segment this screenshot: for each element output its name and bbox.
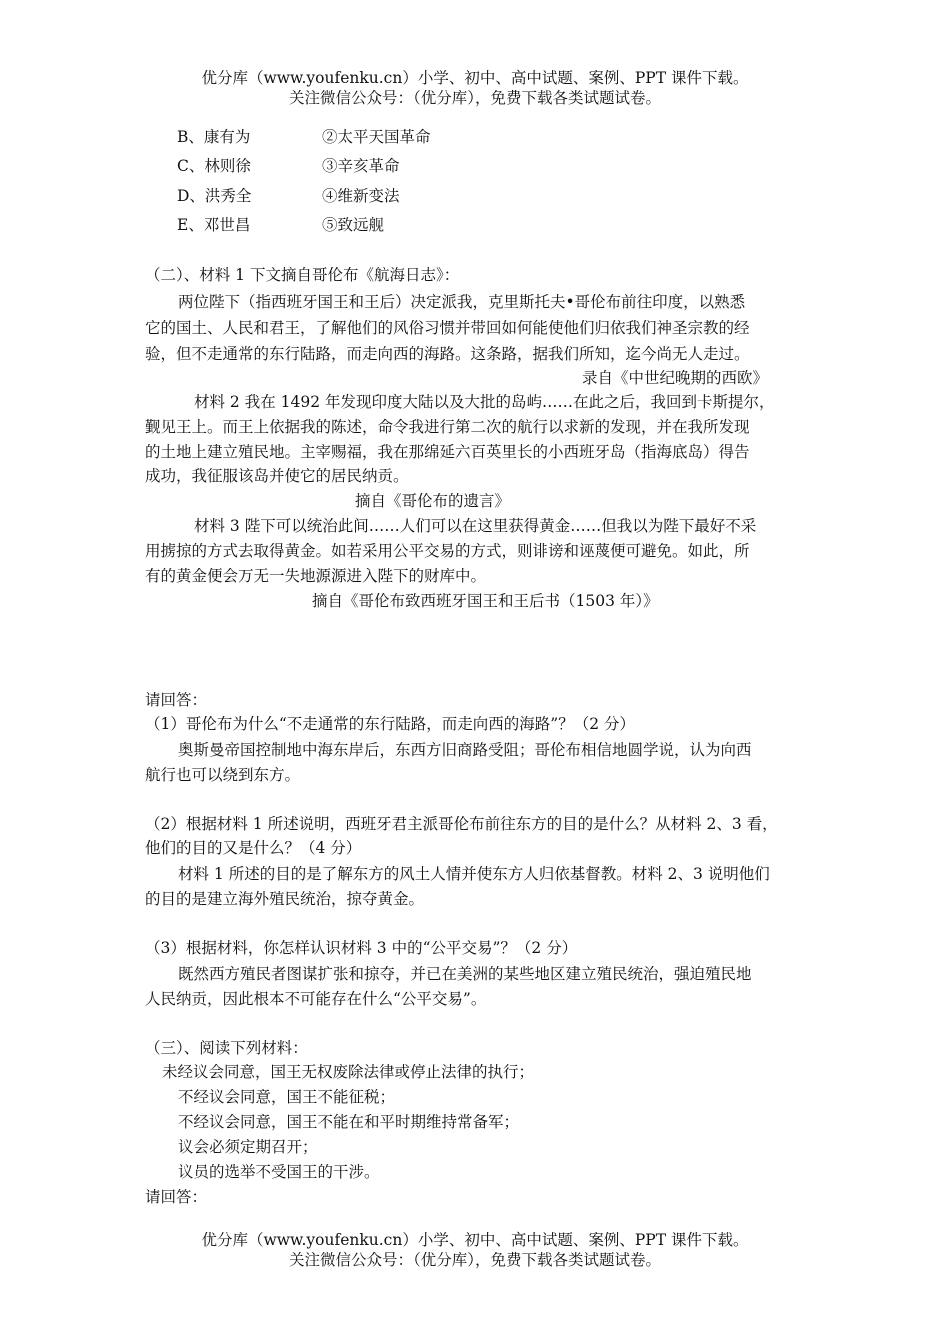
section-3-answer-prompt: 请回答： xyxy=(145,1188,208,1206)
option-item-3: ③辛亥革命 xyxy=(322,157,400,175)
option-letter: B、康有为 xyxy=(177,128,251,146)
answer-1-line: 航行也可以绕到东方。 xyxy=(145,766,301,784)
option-d xyxy=(177,186,251,206)
option-item-2: ②太平天国革命 xyxy=(322,128,431,146)
material-3-line: 用掳掠的方式去取得黄金。如若采用公平交易的方式，则诽谤和诬蔑便可避免。如此，所 xyxy=(145,542,750,560)
option-letter: D、洪秀全 xyxy=(177,187,252,205)
answer-3-line: 人民纳贡，因此根本不可能存在什么“公平交易”。 xyxy=(145,990,487,1008)
option-b xyxy=(177,127,250,147)
answer-prompt: 请回答： xyxy=(145,691,208,709)
section-2-heading: （二）、材料 1 下文摘自哥伦布《航海日志》： xyxy=(145,266,460,284)
material-2-line: 的土地上建立殖民地。主宰赐福，我在那绵延六百英里长的小西班牙岛（指海底岛）得告 xyxy=(145,443,750,461)
answer-2-line: 材料 1 所述的目的是了解东方的风土人情并使东方人归依基督教。材料 2、3 说明他们 xyxy=(178,865,770,883)
footer-line-1: 优分库（www.youfenku.cn）小学、初中、高中试题、案例、PPT 课件下载。 xyxy=(201,1231,749,1249)
material-3-line: 有的黄金便会万无一失地源源进入陛下的财库中。 xyxy=(145,567,487,585)
option-letter: C、林则徐 xyxy=(177,157,251,175)
material-2-line: 成功，我征服该岛并使它的居民纳贡。 xyxy=(145,467,409,485)
header-line-2: 关注微信公众号：（优分库），免费下载各类试题试卷。 xyxy=(288,89,661,107)
material-1-line: 它的国土、人民和君王，了解他们的风俗习惯并带回如何能使他们归依我们神圣宗教的经 xyxy=(145,319,750,337)
material-1-line: 两位陛下（指西班牙国王和王后）决定派我，克里斯托夫•哥伦布前往印度，以熟悉 xyxy=(178,293,746,311)
section-3-line: 不经议会同意，国王不能征税； xyxy=(178,1088,396,1106)
answer-1-line: 奥斯曼帝国控制地中海东岸后，东西方旧商路受阻；哥伦布相信地圆学说，认为向西 xyxy=(178,741,752,759)
footer-line-2: 关注微信公众号：（优分库），免费下载各类试题试卷。 xyxy=(288,1251,661,1269)
question-3: （3）根据材料，你怎样认识材料 3 中的“公平交易”？（2 分） xyxy=(145,939,578,957)
question-2-line: （2）根据材料 1 所述说明，西班牙君主派哥伦布前往东方的目的是什么？从材料 2、3 看， xyxy=(145,815,778,833)
material-2-source: 摘自《哥伦布的遗言》 xyxy=(355,492,511,510)
material-1-source: 录自《中世纪晚期的西欧》 xyxy=(582,369,769,387)
material-2-line: 觐见王上。而王上依据我的陈述，命令我进行第二次的航行以求新的发现，并在我所发现 xyxy=(145,418,750,436)
material-2-line: 材料 2 我在 1492 年发现印度大陆以及大批的岛屿……在此之后，我回到卡斯提尔， xyxy=(194,393,775,411)
section-3-line: 议员的选举不受国王的干涉。 xyxy=(178,1163,380,1181)
option-item-4: ④维新变法 xyxy=(322,187,400,205)
material-3-line: 材料 3 陛下可以统治此间……人们可以在这里获得黄金……但我以为陛下最好不采 xyxy=(194,517,757,535)
section-3-heading: （三）、阅读下列材料： xyxy=(145,1039,308,1057)
option-e xyxy=(177,215,250,235)
answer-3-line: 既然西方殖民者图谋扩张和掠夺，并已在美洲的某些地区建立殖民统治，强迫殖民地 xyxy=(178,965,752,983)
option-item-5: ⑤致远舰 xyxy=(322,216,385,234)
question-2-line: 他们的目的又是什么？（4 分） xyxy=(145,839,362,857)
option-c xyxy=(177,156,251,176)
material-1-line: 验，但不走通常的东行陆路，而走向西的海路。这条路，据我们所知，迄今尚无人走过。 xyxy=(145,345,750,363)
question-1: （1）哥伦布为什么“不走通常的东行陆路，而走向西的海路”？（2 分） xyxy=(145,715,636,733)
section-3-line: 议会必须定期召开； xyxy=(178,1138,318,1156)
material-3-source: 摘自《哥伦布致西班牙国王和王后书（1503 年）》 xyxy=(312,592,659,610)
option-letter: E、邓世昌 xyxy=(177,216,251,234)
answer-2-line: 的目的是建立海外殖民统治，掠夺黄金。 xyxy=(145,890,425,908)
section-3-line: 不经议会同意，国王不能在和平时期维持常备军； xyxy=(178,1113,520,1131)
header-line-1: 优分库（www.youfenku.cn）小学、初中、高中试题、案例、PPT 课件下载。 xyxy=(201,69,749,87)
section-3-line: 未经议会同意，国王无权废除法律或停止法律的执行； xyxy=(162,1063,535,1081)
